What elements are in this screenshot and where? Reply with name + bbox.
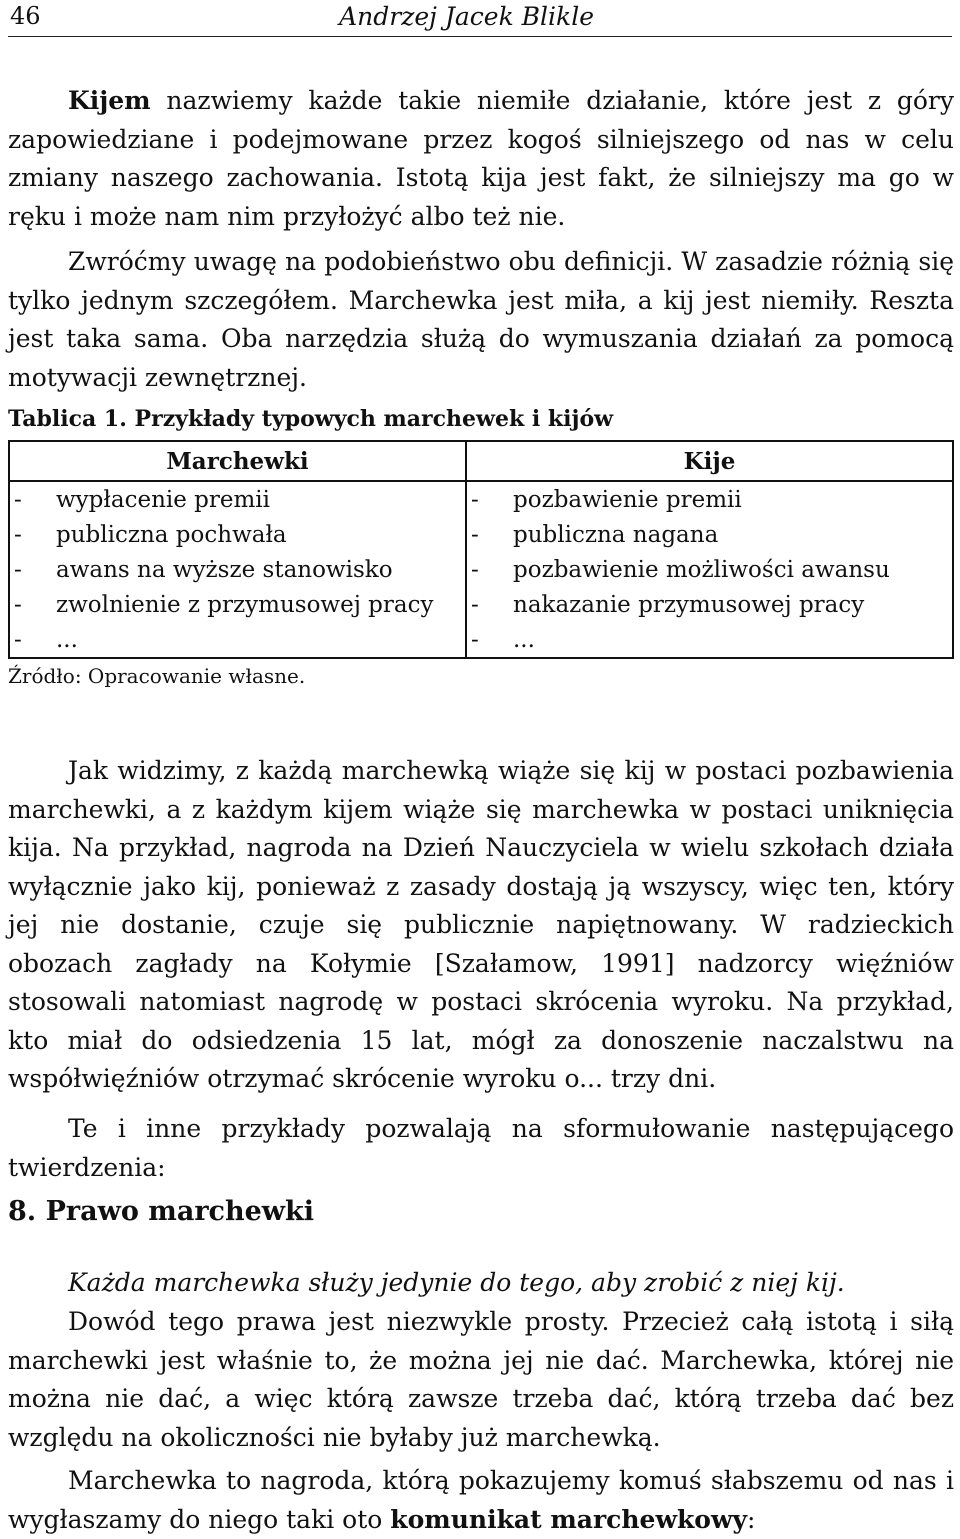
stick-text: publiczna nagana — [513, 521, 719, 548]
table-row — [9, 517, 953, 552]
carrot-cell — [9, 552, 466, 587]
table-row — [9, 587, 953, 622]
dash-marker: - — [471, 626, 479, 653]
table-source: Źródło: Opracowanie własne. — [8, 664, 306, 688]
stick-cell — [466, 587, 953, 622]
paragraph-similarity: Zwróćmy uwagę na podobieństwo obu definicji. W zasadzie różnią się tylko jednym szczegółem. Marchewka jest miła, a kij jest niemiły. Reszta jest taka sama. Oba narzędzia służą do wymuszania działań za pomocą motywacji zewnętrznej. — [8, 247, 954, 392]
carrot-cell — [9, 517, 466, 552]
stick-cell — [466, 481, 953, 517]
term-kij: Kijem — [68, 86, 151, 115]
stick-cell — [466, 552, 953, 587]
stick-text: pozbawienie premii — [513, 486, 742, 513]
paragraph-theorem-intro: Te i inne przykłady pozwalają na sformułowanie następującego twierdzenia: — [8, 1114, 954, 1182]
page-header — [8, 0, 952, 37]
header-sticks: Kije — [466, 441, 953, 481]
table-caption: Tablica 1. Przykłady typowych marchewek i kijów — [8, 406, 614, 432]
dash-marker: - — [471, 486, 479, 513]
kij-definition-text: nazwiemy każde takie niemiłe działanie, które jest z góry zapowiedziane i podejmowane przez kogoś silniejszego od nas w celu zmiany naszego zachowania. Istotą kija jest fakt, że silniejszy ma go w ręku i może nam nim przyłożyć albo też nie. — [8, 86, 954, 231]
dash-marker: - — [471, 556, 479, 583]
carrot-text: awans na wyższe stanowisko — [56, 556, 393, 583]
section-title: 8. Prawo marchewki — [8, 1196, 315, 1227]
term-komunikat: komunikat marchewkowy — [390, 1504, 748, 1534]
dash-marker: - — [471, 521, 479, 548]
carrot-text: wypłacenie premii — [56, 486, 271, 513]
dash-marker: - — [471, 591, 479, 618]
examples-table — [8, 440, 954, 659]
dash-marker: - — [14, 591, 22, 618]
dash-marker: - — [14, 486, 22, 513]
page-number: 46 — [10, 2, 41, 30]
dash-marker: - — [14, 521, 22, 548]
law-statement: Każda marchewka służy jedynie do tego, aby zrobić z niej kij. — [68, 1268, 845, 1297]
stick-cell — [466, 622, 953, 658]
paragraph-examples: Jak widzimy, z każdą marchewką wiąże się kij w postaci pozbawienia marchewki, a z każdym kijem wiąże się marchewka w postaci uniknięcia kija. Na przykład, nagroda na Dzień Nauczyciela w wielu szkołach działa wyłącznie jako kij, ponieważ z zasady dostają ją wszyscy, więc ten, który jej nie dostanie, czuje się publicznie napiętnowany. W radzieckich obozach zagłady na Kołymie [Szałamow, 1991] nadzorcy więźniów stosowali natomiast nagrodę w postaci skrócenia wyroku. Na przykład, kto miał do odsiedzenia 15 lat, mógł za donoszenie naczalstwu na współwięźniów otrzymać skrócenie wyroku o... trzy dni. — [8, 756, 954, 1093]
header-carrots: Marchewki — [9, 441, 466, 481]
carrot-message-text: Marchewka to nagroda, którą pokazujemy komuś słabszemu od nas i wygłaszamy do niego taki oto — [8, 1466, 954, 1534]
carrot-text: publiczna pochwała — [56, 521, 287, 548]
carrot-cell — [9, 622, 466, 658]
table-row — [9, 481, 953, 517]
dash-marker: - — [14, 556, 22, 583]
carrot-cell — [9, 587, 466, 622]
table-row — [9, 552, 953, 587]
running-title: Andrzej Jacek Blikle — [339, 2, 594, 31]
carrot-cell — [9, 481, 466, 517]
stick-text: ... — [513, 626, 535, 653]
carrot-message-end: : — [747, 1504, 756, 1534]
paragraph-carrot-message — [8, 1462, 954, 1539]
carrot-text: ... — [56, 626, 78, 653]
dash-marker: - — [14, 626, 22, 653]
stick-text: pozbawienie możliwości awansu — [513, 556, 890, 583]
stick-cell — [466, 517, 953, 552]
table-row — [9, 622, 953, 658]
carrot-text: zwolnienie z przymusowej pracy — [56, 591, 434, 618]
paragraph-kij-definition — [8, 82, 954, 236]
stick-text: nakazanie przymusowej pracy — [513, 591, 865, 618]
paragraph-proof: Dowód tego prawa jest niezwykle prosty. Przecież całą istotą i siłą marchewki jest właśnie to, że można jej nie dać. Marchewka, której nie można nie dać, a więc którą zawsze trzeba dać, którą trzeba dać bez względu na okoliczności nie byłaby już marchewką. — [8, 1307, 954, 1452]
